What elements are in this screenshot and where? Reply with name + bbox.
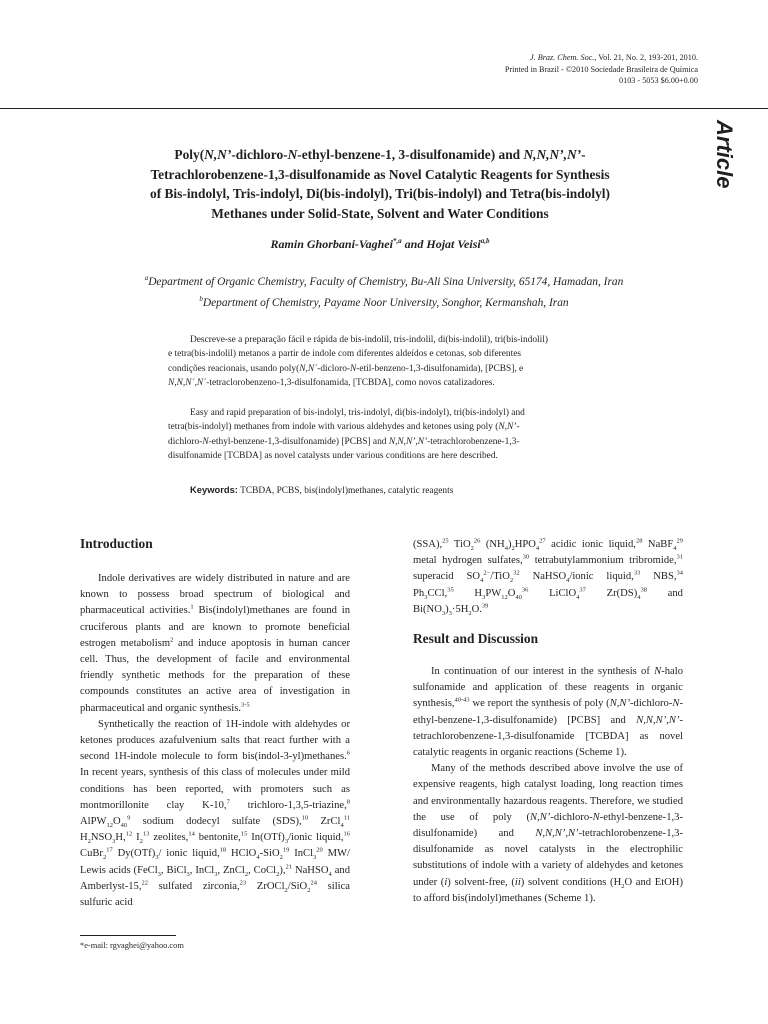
paragraph: Indole derivatives are widely distributed in nature and are known to possess broad spectrum of biological and pharmaceutical activities.$^1$ Bis(indolyl)methanes are found in cruciferous plants and are known to promote beneficial estrogen metabolism$^2$ and induce apoptosis in human cancer cell. Thus, the development of facile and environmental friendly synthetic methods for the preparation of these compounds constitutes an active area of investigation in pharmaceutical and organic synthesis.$^{3-5}$ <box>80 573 350 714</box>
title-line-1: Poly(N,N’-dichloro-N-ethyl-benzene-1, 3-disulfonamide) and N,N,N’,N’- <box>174 147 586 162</box>
affiliation: $^a$Department of Organic Chemistry, Faculty of Chemistry, Bu-Ali Sina University, 65174, Hamadan, Iran <box>144 274 624 288</box>
printed-line: Printed in Brazil - ©2010 Sociedade Brasileira de Química <box>504 64 698 74</box>
journal-header <box>338 52 698 87</box>
paper-title <box>110 145 650 223</box>
author-name: Hojat Veisi <box>426 237 481 251</box>
keywords: Keywords: TCBDA, PCBS, bis(indolyl)methanes, catalytic reagents <box>190 484 454 496</box>
paragraph: Synthetically the reaction of 1H-indole with aldehydes or ketones produces azafulvenium salts that react further with a second 1H-indole molecule to form bis(indol-3-yl)methanes.$^6$ In recent years, synthesis of this class of molecules under mild conditions has been reported, with promoters such as montmorillonite clay K-10,$^7$ trichloro-1,3,5-triazine,$^8$ $AlPW_{12}O_{40}^9$ sodium dodecyl sulfate (SDS),$^{10}$ ZrCl$_4^{11}$ $H_2NSO_3H,^{12}$ $I_2^{13}$ zeolites,$^{14}$ bentonite,$^{15}$ $In(OTf)_3$/ionic liquid,$^{16}$ CuBr$_2^{17}$ $Dy(OTf)_3/$ ionic liquid,$^{18}$ HClO$_4$-SiO$_2^{19}$ InCl$_3^{20}$ MW/ Lewis acids (FeCl$_3$, BiCl$_3$, InCl$_3$, ZnCl$_2$, CoCl$_2$),$^{21}$ NaHSO$_4$ and Amberlyst-15,22 sulfated zirconia,$^{23}$ ZrOCl$_2$/SiO$_2^{24}$ silica sulfuric acid <box>80 718 351 909</box>
paragraph: Many of the methods described above involve the use of expensive reagents, high catalyst loading, long reaction times and environmentally hazardous reagents. Therefore, we studied the use of poly (N,N’-dichloro-N-ethyl-benzene-1,3-disulfonamide) and N,N,N’,N’-tetrachlorobenzene-1,3-disulfonamide as novel catalysts in the electrophilic substitutions of indole with a variety of aldehydes and ketones under (i) solvent-free, (ii) solvent conditions ($H_2O$ and EtOH) to afford bis(indolyl)methanes (Scheme 1). <box>413 763 683 904</box>
author-list: Ramin Ghorbani-Vaghei$^{*,a}$ and Hojat Veisi$^{a,b}$ <box>270 237 490 251</box>
paragraph: In continuation of our interest in the synthesis of N-halo sulfonamide and application of these reagents in organic synthesis,$^{40-43}$ we report the synthesis of poly (N,N’-dichloro-N-ethyl-benzene-1,3-disulfonamide) [PCBS] and N,N,N’,N’-tetrachlorobenzene-1,3-disulfonamide [TCBDA] as novel catalytic reagents in organic reactions (Scheme 1). <box>413 666 683 759</box>
article-tab-label: Article <box>712 120 737 189</box>
author-name: Ramin Ghorbani-Vaghei <box>270 237 393 251</box>
title-line-3: of Bis-indolyl, Tris-indolyl, Di(bis-indolyl), Tri(bis-indolyl) and Tetra(bis-indolyl) <box>150 186 610 201</box>
footnote-rule <box>80 935 176 936</box>
right-column <box>413 537 683 907</box>
title-line-2: Tetrachlorobenzene-1,3-disulfonamide as Novel Catalytic Reagents for Synthesis <box>150 166 610 182</box>
section-heading-introduction: Introduction <box>80 536 153 551</box>
title-line-4: Methanes under Solid-State, Solvent and Water Conditions <box>211 205 549 221</box>
paragraph: (SSA),$^{25}$ TiO$_2^{26}$ $(NH_4)_2HPO_4^{27}$ acidic ionic liquid,$^{28}$ NaBF$_4^{29}$ metal hydrogen sulfates,$^{30}$ tetrabutylammonium tribromide,$^{31}$ superacid $SO_4^{2-}/TiO_2^{32}$ NaHSO$_4$/ionic liquid,$^{33}$ NBS,$^{34}$ $Ph_3CCl,^{35}$ $H_3PW_{12}O_{40}^{36}$ LiClO$_4^{37}$ $Zr(DS)_4^{38}$ and $Bi(NO_3)_3\cdot 5H_2O.^{39}$ <box>413 537 684 617</box>
affiliation: $^b$Department of Chemistry, Payame Noor University, Songhor, Kermanshah, Iran <box>199 295 569 309</box>
section-heading-results: Result and Discussion <box>413 631 539 647</box>
abstract-english: Easy and rapid preparation of bis-indolyl, tris-indolyl, di(bis-indolyl), tri(bis-indolyl) and tetra(bis-indolyl) methanes from indole with various aldehydes and ketones using poly (N,N’- dichloro-N-ethyl-benzene-1,3-disulfonamide) [PCBS] and N,N,N’,N’-tetrachlorobenzene-1,3- disulfonamide [TCBDA] as novel catalysts under various conditions are here described. <box>168 408 525 462</box>
issn-line: 0103 - 5053 $6.00+0.00 <box>619 76 698 85</box>
article-tab <box>707 118 743 214</box>
header-rule <box>0 108 768 109</box>
citation-line: J. Braz. Chem. Soc., Vol. 21, No. 2, 193-201, 2010. <box>530 53 698 62</box>
left-column <box>80 535 350 911</box>
footnote-email: *e-mail: rgvaghei@yahoo.com <box>80 941 184 950</box>
abstract-portuguese: Descreve-se a preparação fácil e rápida de bis-indolil, tris-indolil, di(bis-indolil), tri(bis-indolil) e tetra(bis-indolil) metanos a partir de indole com diferentes aldeídos e cetonas, sob diferentes condições reacionais, usando poly(N,N´-dicloro-N-etil-benzeno-1,3-disulfonamida), [PCBS], e N,N,N´,N´-tetraclorobenzeno-1,3-disulfonamida, [TCBDA], como novos catalizadores. <box>168 335 548 389</box>
